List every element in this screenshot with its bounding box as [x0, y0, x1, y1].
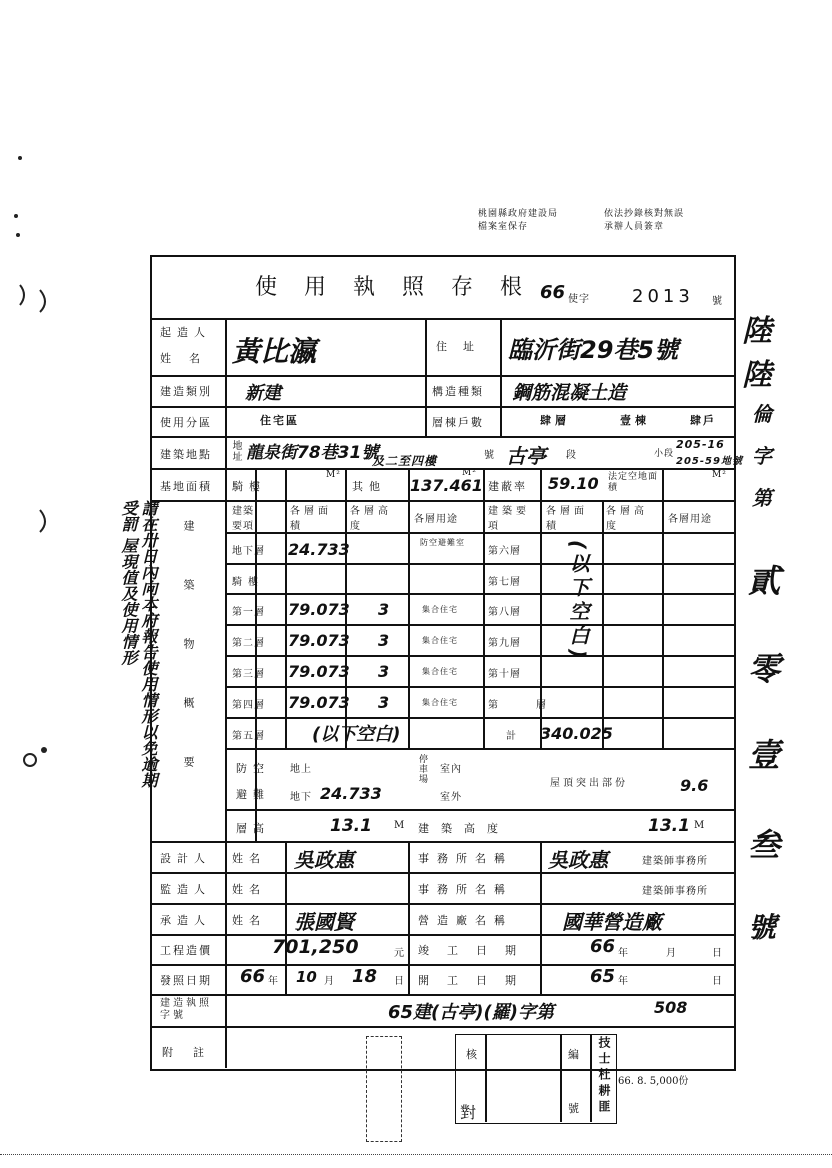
contractor-label: 承造人	[160, 914, 211, 927]
floor-name: 第五層	[232, 731, 265, 742]
floor-use: 集合住宅	[422, 605, 458, 614]
supervisor-office-label: 事務所名稱	[418, 883, 513, 896]
location-label: 建築地點	[160, 448, 212, 461]
floor-area: 79.073	[288, 631, 350, 650]
floor-name-right: 第十層	[488, 669, 521, 680]
right-margin-char: 字	[752, 444, 772, 468]
site-area-unit2: M²	[462, 468, 477, 478]
location-street: 龍泉街78巷31號	[246, 443, 379, 463]
rule	[225, 809, 734, 811]
floor-area: 79.073	[288, 662, 350, 681]
right-margin-char: 零	[748, 650, 781, 688]
col-header-height-left: 各層高度	[350, 506, 392, 532]
floor-name: 騎樓	[232, 577, 264, 588]
rule	[602, 500, 604, 748]
other-label: 其他	[352, 480, 386, 493]
floor-height: 3	[378, 631, 390, 650]
use-zone-value: 住宅區	[260, 414, 299, 427]
floors-units-label: 層棟戶數	[432, 416, 484, 429]
rule	[225, 318, 227, 1068]
top-stamp-right	[604, 206, 684, 232]
form-year: 66	[540, 282, 566, 303]
floor-use: 集合住宅	[422, 698, 458, 707]
complete-d: 日	[712, 948, 723, 959]
floor-name-right: 第八層	[488, 607, 521, 618]
location-section: 古亭	[506, 444, 546, 468]
rule	[560, 1034, 562, 1122]
col-header-height-right: 各層高度	[606, 506, 648, 532]
supervisor-office-suffix: 建築師事務所	[642, 886, 708, 897]
floor-height: 3	[378, 600, 390, 619]
form-number-suffix: 號	[712, 296, 723, 307]
rule	[150, 964, 734, 966]
designer-name-label: 姓名	[232, 852, 266, 865]
floor-name-right: 第六層	[488, 546, 521, 557]
review-signer: 技士杜耕匪	[597, 1036, 611, 1116]
issue-d: 日	[394, 976, 405, 987]
note-stamp	[366, 1036, 402, 1142]
right-margin-char: 陸	[742, 358, 772, 393]
top-stamp-line2: 檔案室保存	[478, 222, 529, 232]
shelter-above: 地上	[290, 764, 312, 775]
top-stamp-line1: 桃園縣政府建設局	[478, 209, 559, 219]
col-header-use-right: 各層用途	[668, 514, 712, 525]
coverage-value: 59.10	[548, 474, 599, 493]
rule	[500, 318, 502, 436]
complete-year: 66	[590, 936, 616, 957]
coverage-label: 建蔽率	[488, 480, 527, 493]
total-area: 340.025	[540, 724, 613, 743]
site-area-unit: M²	[326, 470, 341, 480]
permit-value: 65建(古亭)(羅)字第	[388, 1002, 554, 1023]
print-note: 66. 8. 5,000份	[618, 1076, 689, 1087]
floor-area: 79.073	[288, 600, 350, 619]
start-d: 日	[712, 976, 723, 987]
right-margin-char: 倫	[752, 402, 772, 426]
rule	[150, 436, 734, 438]
start-year: 65	[590, 966, 616, 987]
arcade-label: 騎樓	[232, 480, 266, 493]
rule	[408, 841, 410, 994]
cost-unit: 元	[394, 948, 405, 959]
shelter-label1: 防空	[236, 762, 270, 775]
review-col1: 核	[466, 1048, 483, 1061]
right-margin-char: 陸	[742, 314, 772, 349]
structure-label: 構造種類	[432, 385, 484, 398]
floor-use: 防空避難室	[420, 538, 465, 547]
right-margin-char: 壹	[748, 736, 781, 774]
designer-office: 吳政惠	[548, 848, 608, 872]
complete-m: 月	[666, 948, 677, 959]
issue-m: 月	[324, 976, 335, 987]
rule	[285, 468, 287, 748]
rule	[225, 748, 734, 750]
site-area-label: 基地面積	[160, 480, 212, 493]
applicant-address: 臨沂街29巷5號	[508, 336, 679, 364]
floor-height-unit: M	[394, 820, 406, 831]
rule	[408, 468, 410, 748]
rule	[425, 318, 427, 436]
form-number: 2013	[632, 286, 694, 307]
floor-area: 24.733	[288, 540, 350, 559]
rule	[150, 318, 734, 320]
location-extra: 及二至四樓	[372, 454, 438, 468]
floor-height-label: 層高	[236, 822, 270, 835]
applicant-label-bottom: 姓名	[160, 352, 218, 365]
designer-name: 吳政惠	[294, 848, 354, 872]
col-header-area-left: 各層面積	[290, 506, 332, 532]
address-label: 住址	[436, 340, 490, 353]
floor-height: 3	[378, 662, 390, 681]
contractor-firm: 國華營造廠	[562, 910, 662, 934]
rule	[540, 841, 542, 994]
floor-name: 第二層	[232, 638, 265, 649]
complete-label: 竣工日期	[418, 944, 534, 957]
building-height-label: 建築高度	[418, 822, 510, 835]
floor-height: 3	[378, 693, 390, 712]
col-header-item-right: 建築要項	[488, 506, 530, 532]
floors-value: 肆層	[540, 414, 570, 427]
review-col2: 對	[460, 1103, 483, 1122]
rule	[225, 655, 734, 657]
contractor-name-label: 姓名	[232, 914, 266, 927]
rule	[150, 375, 734, 377]
floor-name-right: 計	[506, 731, 517, 742]
col-header-item-left: 建築要項	[232, 506, 254, 532]
site-area-value: 137.461	[410, 476, 483, 495]
rule	[662, 468, 664, 748]
floor-use: 集合住宅	[422, 636, 458, 645]
structure-value: 鋼筋混凝土造	[512, 382, 627, 404]
supervisor-label: 監造人	[160, 883, 211, 896]
floor-name-right: 第 層	[488, 700, 560, 711]
location-lots2: 205-59地號	[676, 456, 743, 467]
location-lots: 205-16	[676, 438, 725, 451]
rule	[150, 1026, 734, 1028]
applicant-name: 黃比瀛	[232, 335, 317, 368]
cost-value: 701,250	[272, 936, 359, 958]
buildings-value: 壹棟	[620, 414, 650, 427]
floor-area: (以下空白)	[312, 724, 401, 745]
rule	[225, 717, 734, 719]
col-header-use-left: 各層用途	[414, 514, 458, 525]
review-col3: 編	[568, 1048, 585, 1061]
use-zone-label: 使用分區	[160, 416, 212, 429]
complete-y: 年	[618, 948, 629, 959]
permit-label: 建造執照字號	[160, 998, 212, 1021]
designer-office-label: 事務所名稱	[418, 852, 513, 865]
location-addr-label: 地址	[230, 440, 241, 462]
top-stamp-line3: 依法抄錄核對無誤	[604, 209, 685, 219]
floor-name: 地下層	[232, 546, 265, 557]
permit-num: 508	[654, 998, 688, 1017]
floor-area: 79.073	[288, 693, 350, 712]
units-value: 肆戶	[690, 414, 716, 427]
section-label: 段	[566, 450, 577, 461]
issue-year: 66	[240, 966, 266, 987]
form-prefix: 使字	[568, 294, 590, 305]
shelter-below-area: 24.733	[320, 784, 382, 803]
rule	[225, 593, 734, 595]
parking-indoor: 室內	[440, 764, 462, 775]
rule	[483, 468, 485, 748]
small-section-label: 小段	[654, 449, 675, 459]
applicant-label-top: 起造人	[160, 326, 211, 339]
blank-note: (以下空白)	[566, 540, 590, 663]
col-header-area-right: 各層面積	[546, 506, 588, 532]
rule	[150, 872, 734, 874]
side-label: 建築物概要	[182, 520, 195, 815]
shelter-label2: 避難	[236, 788, 270, 801]
contractor-firm-label: 營造廠名稱	[418, 914, 513, 927]
rule	[225, 624, 734, 626]
right-margin-char: 號	[748, 911, 777, 944]
floor-name: 第四層	[232, 700, 265, 711]
rule	[285, 841, 287, 994]
start-y: 年	[618, 976, 629, 987]
floor-use: 集合住宅	[422, 667, 458, 676]
floor-name-right: 第七層	[488, 577, 521, 588]
rule	[225, 532, 734, 534]
roof-value: 9.6	[680, 776, 709, 795]
rule	[150, 994, 734, 996]
rule	[150, 468, 734, 470]
designer-office-suffix: 建築師事務所	[642, 856, 708, 867]
legal-open-label: 法定空地面積	[608, 472, 659, 493]
floor-height-value: 13.1	[330, 816, 372, 836]
cost-label: 工程造價	[160, 944, 212, 957]
designer-label: 設計人	[160, 852, 211, 865]
rule	[150, 406, 734, 408]
rule	[225, 563, 734, 565]
form-title: 使 用 執 照 存 根	[255, 275, 532, 300]
location-lot-label: 號	[484, 450, 495, 461]
rule	[485, 1034, 487, 1122]
rule	[150, 841, 734, 843]
floor-name-right: 第九層	[488, 638, 521, 649]
right-margin-char: 叁	[748, 826, 781, 864]
start-label: 開工日期	[418, 974, 534, 987]
parking-outdoor: 室外	[440, 792, 462, 803]
parking-label: 停車場	[417, 754, 427, 784]
issue-label: 發照日期	[160, 974, 212, 987]
building-type-label: 建造類別	[160, 385, 212, 398]
supervisor-name-label: 姓名	[232, 883, 266, 896]
issue-month: 10	[296, 968, 317, 986]
right-margin-char: 第	[752, 486, 772, 510]
issue-day: 18	[352, 966, 378, 987]
issue-y: 年	[268, 976, 279, 987]
building-type-value: 新建	[245, 383, 281, 404]
rule	[225, 686, 734, 688]
building-height-value: 13.1	[648, 816, 690, 836]
scan-marks	[0, 0, 70, 800]
rule	[150, 903, 734, 905]
left-margin-note: 請在卅日內向本府報告使用情形以免逾期受罰 屋現值及使用情形	[119, 500, 158, 788]
rule	[590, 1034, 592, 1122]
site-area-unit3: M²	[712, 470, 727, 480]
shelter-below: 地下	[290, 792, 312, 803]
right-margin-char: 貳	[748, 562, 781, 600]
building-height-unit: M	[694, 820, 706, 831]
note-label: 附註	[162, 1046, 224, 1059]
top-stamp-line4: 承辦人員簽章	[604, 222, 665, 232]
floor-name: 第三層	[232, 669, 265, 680]
roof-label: 屋頂突出部份	[550, 778, 628, 789]
floor-name: 第一層	[232, 607, 265, 618]
contractor-name: 張國賢	[294, 910, 354, 934]
review-col4: 號	[568, 1102, 585, 1115]
page-edge	[0, 1154, 832, 1155]
